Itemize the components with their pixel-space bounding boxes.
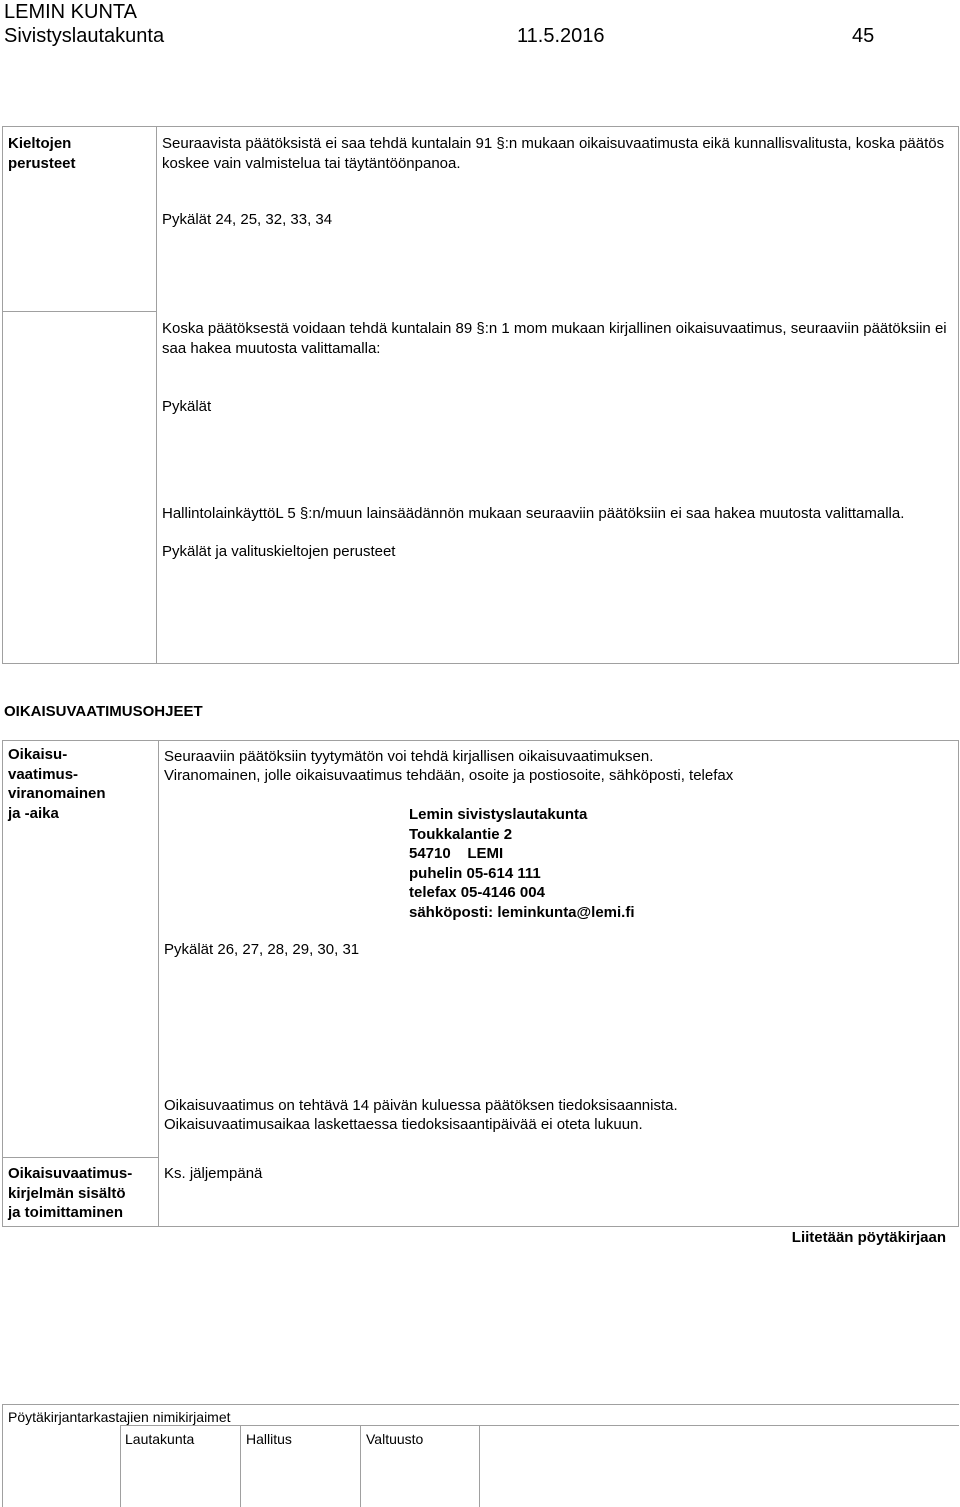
- footer-col-lautakunta: Lautakunta: [125, 1431, 195, 1447]
- appeal-authority-label: Oikaisu- vaatimus- viranomainen ja -aika: [8, 746, 106, 822]
- board-name: Sivistyslautakunta: [4, 25, 165, 47]
- restrictions-label-divider: [2, 311, 157, 312]
- appeal-label-divider: [2, 1157, 159, 1158]
- footer-header-line: [120, 1425, 959, 1426]
- restrictions-text-1: Seuraavista päätöksistä ei saa tehdä kuntalain 91 §:n mukaan oikaisuvaatimusta eikä kunnallisvalitusta, koska päätös koskee vain valmistelua tai täytäntöönpanoa.: [162, 135, 945, 172]
- footer-col-valtuusto: Valtuusto: [366, 1431, 424, 1447]
- address-line: puhelin 05-614 111: [409, 864, 541, 882]
- meeting-date: 11.5.2016: [517, 25, 605, 47]
- restrictions-sections-3: Pykälät ja valituskieltojen perusteet: [162, 543, 396, 560]
- footer-left-line: [2, 1404, 3, 1507]
- restrictions-sections-2: Pykälät: [162, 398, 212, 415]
- footer-col-hallitus: Hallitus: [246, 1431, 292, 1447]
- address-block: [409, 805, 635, 922]
- attachment-note: Liitetään pöytäkirjaan: [791, 1229, 946, 1246]
- footer-col-line-4: [479, 1425, 480, 1507]
- restrictions-text-3: HallintolainkäyttöL 5 §:n/muun lainsäädännön mukaan seuraaviin päätöksiin ei saa hakea muutosta valittamalla.: [162, 505, 905, 522]
- address-line: Toukkalantie 2: [409, 825, 513, 843]
- appeal-deadline-1: Oikaisuvaatimus on tehtävä 14 päivän kuluessa päätöksen tiedoksisaannista.: [164, 1097, 678, 1114]
- restrictions-divider: [156, 126, 157, 664]
- footer-top-line: [2, 1404, 959, 1405]
- restrictions-box: [2, 126, 959, 664]
- footer-col-line-3: [360, 1425, 361, 1507]
- address-line: telefax 05-4146 004: [409, 884, 545, 901]
- address-line: 54710 LEMI: [409, 845, 504, 862]
- restrictions-sections-1: Pykälät 24, 25, 32, 33, 34: [162, 211, 333, 228]
- section-heading: OIKAISUVAATIMUSOHJEET: [4, 703, 203, 720]
- appeal-content-label: Oikaisuvaatimus- kirjelmän sisältö ja toimittaminen: [8, 1165, 133, 1221]
- address-line: sähköposti: leminkunta@lemi.fi: [409, 903, 635, 921]
- restrictions-label: Kieltojen perusteet: [8, 135, 76, 172]
- appeal-line-1: Seuraaviin päätöksiin tyytymätön voi tehdä kirjallisen oikaisuvaatimuksen.: [164, 748, 654, 765]
- org-name: LEMIN KUNTA: [4, 1, 137, 23]
- footer-col-line-1: [120, 1425, 121, 1507]
- restrictions-text-2: Koska päätöksestä voidaan tehdä kuntalain 89 §:n 1 mom mukaan kirjallinen oikaisuvaatimus, seuraaviin päätöksiin ei saa hakea muutosta valittamalla:: [162, 320, 947, 357]
- footer-col-line-2: [240, 1425, 241, 1507]
- appeal-sections: Pykälät 26, 27, 28, 29, 30, 31: [164, 941, 360, 958]
- appeal-content-text: Ks. jäljempänä: [164, 1165, 263, 1182]
- footer-title: Pöytäkirjantarkastajien nimikirjaimet: [8, 1409, 231, 1425]
- appeal-divider: [158, 740, 159, 1227]
- appeal-line-2: Viranomainen, jolle oikaisuvaatimus tehdään, osoite ja postiosoite, sähköposti, telefax: [164, 767, 734, 784]
- appeal-deadline-2: Oikaisuvaatimusaikaa laskettaessa tiedoksisaantipäivää ei oteta lukuun.: [164, 1116, 643, 1133]
- address-line: Lemin sivistyslautakunta: [409, 806, 588, 823]
- page-number: 45: [852, 25, 875, 47]
